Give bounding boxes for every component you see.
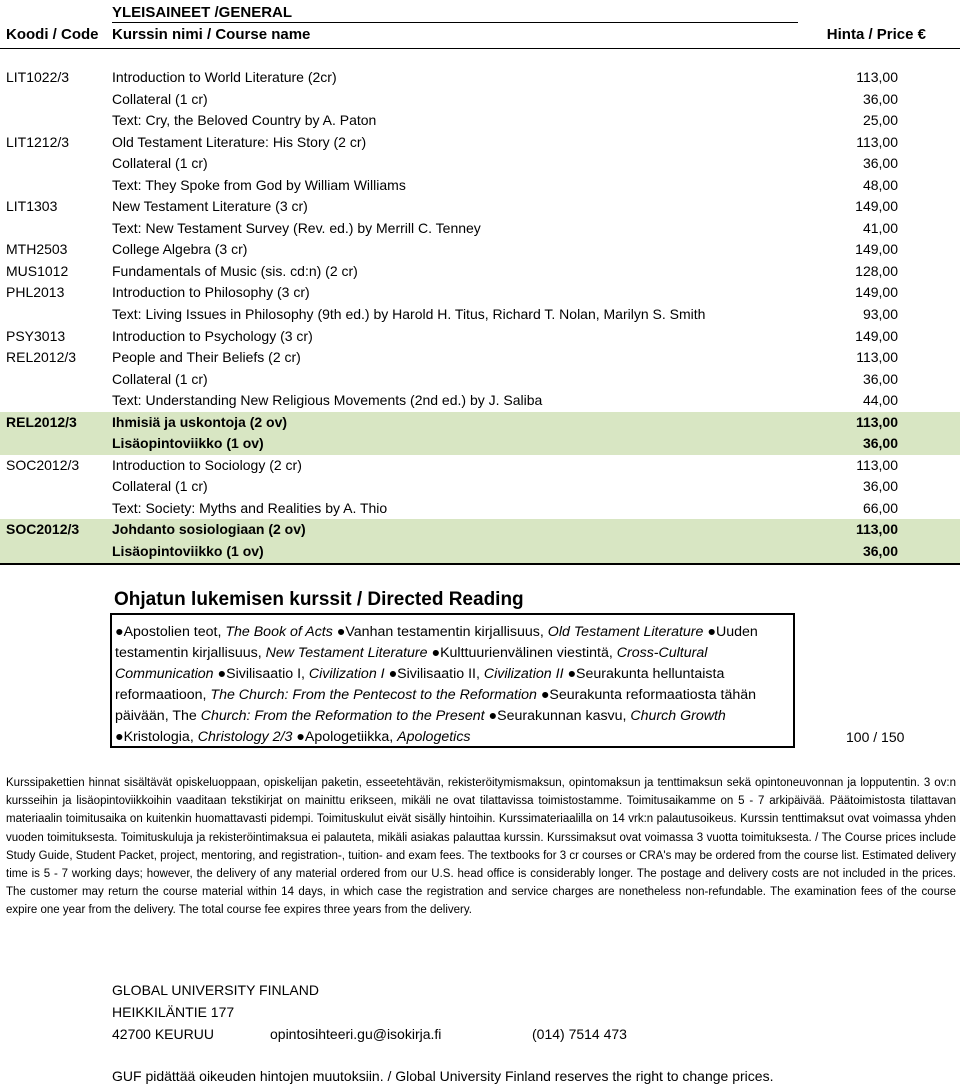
table-row bbox=[0, 541, 960, 563]
course-price: 44,00 bbox=[862, 392, 898, 409]
address-phone: (014) 7514 473 bbox=[532, 1026, 627, 1042]
course-price: 36,00 bbox=[862, 90, 898, 107]
course-price: 113,00 bbox=[856, 133, 898, 150]
course-code: PSY3013 bbox=[6, 327, 66, 344]
bullet-icon: ● bbox=[431, 645, 441, 662]
course-price: 36,00 bbox=[862, 543, 898, 560]
course-price: 93,00 bbox=[862, 306, 898, 323]
reading-item-english: Apologetics bbox=[397, 729, 471, 746]
table-row bbox=[0, 261, 960, 283]
reading-item-english: The Church: From the Pentecost to the Reformation bbox=[210, 687, 537, 704]
table-row bbox=[0, 132, 960, 154]
course-name: Old Testament Literature: His Story (2 cr) bbox=[112, 133, 367, 150]
reading-item-finnish: Seurakunnan kasvu, bbox=[497, 708, 631, 725]
header-price: Hinta / Price € bbox=[826, 26, 926, 43]
header-course-name: Kurssin nimi / Course name bbox=[112, 26, 311, 43]
course-name: Text: Understanding New Religious Movements (2nd ed.) by J. Saliba bbox=[112, 392, 543, 409]
table-row bbox=[0, 498, 960, 520]
table-row bbox=[0, 67, 960, 89]
course-code: SOC2012/3 bbox=[6, 521, 80, 538]
course-name: Text: Society: Myths and Realities by A. Thio bbox=[112, 499, 388, 516]
reading-item-finnish: Uuden testamentin kirjallisuus, bbox=[115, 624, 758, 662]
table-row bbox=[0, 519, 960, 541]
course-name: Collateral (1 cr) bbox=[112, 478, 208, 495]
course-price: 149,00 bbox=[855, 327, 898, 344]
bullet-icon: ● bbox=[388, 666, 398, 683]
table-row bbox=[0, 455, 960, 477]
course-name: Text: Cry, the Beloved Country by A. Paton bbox=[112, 112, 377, 129]
course-name: Introduction to Psychology (3 cr) bbox=[112, 327, 313, 344]
course-price: 36,00 bbox=[862, 155, 898, 172]
disclaimer: GUF pidättää oikeuden hintojen muutoksiin. / Global University Finland reserves the right to change prices. bbox=[112, 1068, 774, 1084]
reading-item-english: Old Testament Literature bbox=[547, 624, 704, 640]
bullet-icon: ● bbox=[217, 666, 227, 683]
course-price: 36,00 bbox=[862, 435, 898, 452]
course-price: 128,00 bbox=[855, 262, 898, 279]
table-header bbox=[0, 24, 960, 46]
course-price: 48,00 bbox=[862, 176, 898, 193]
course-name: Introduction to Philosophy (3 cr) bbox=[112, 284, 310, 301]
reading-item-finnish: Sivilisaatio I, bbox=[226, 666, 309, 683]
header-code: Koodi / Code bbox=[6, 26, 99, 43]
table-row bbox=[0, 89, 960, 111]
reading-item-english: Civilization I bbox=[308, 666, 385, 683]
reading-item-english: Cross-Cultural Communication bbox=[115, 645, 708, 683]
table-row bbox=[0, 110, 960, 132]
reading-item bbox=[489, 708, 726, 724]
bullet-icon: ● bbox=[115, 729, 124, 746]
reading-item bbox=[337, 624, 704, 640]
reading-item-finnish: Seurakunta helluntaista reformaatioon, bbox=[115, 666, 725, 704]
table-row bbox=[0, 476, 960, 498]
reading-item bbox=[218, 666, 385, 682]
course-table bbox=[0, 67, 960, 563]
address-org: GLOBAL UNIVERSITY FINLAND bbox=[112, 982, 319, 998]
address-email: opintosihteeri.gu@isokirja.fi bbox=[270, 1026, 442, 1042]
bullet-icon: ● bbox=[336, 624, 346, 640]
table-row bbox=[0, 196, 960, 218]
reading-item bbox=[296, 729, 470, 745]
course-name: Ihmisiä ja uskontoja (2 ov) bbox=[112, 413, 288, 430]
table-row bbox=[0, 282, 960, 304]
course-price: 149,00 bbox=[855, 284, 898, 301]
bullet-icon: ● bbox=[567, 666, 577, 683]
course-price: 149,00 bbox=[855, 198, 898, 215]
course-price: 25,00 bbox=[862, 112, 898, 129]
bullet-icon: ● bbox=[296, 729, 305, 746]
category-title: YLEISAINEET /GENERAL bbox=[112, 4, 293, 21]
reading-item-finnish: Kristologia, bbox=[123, 729, 198, 746]
address-city: 42700 KEURUU bbox=[112, 1026, 214, 1042]
course-name: College Algebra (3 cr) bbox=[112, 241, 248, 258]
reading-item-english: Civilization II bbox=[483, 666, 564, 683]
course-price: 149,00 bbox=[855, 241, 898, 258]
header-divider bbox=[0, 48, 960, 49]
category-underline bbox=[112, 22, 798, 23]
bullet-icon: ● bbox=[488, 708, 498, 725]
table-row bbox=[0, 218, 960, 240]
reading-item-english: The Book of Acts bbox=[225, 624, 333, 640]
course-name: Text: They Spoke from God by William Williams bbox=[112, 176, 406, 193]
course-name: Lisäopintoviikko (1 ov) bbox=[112, 543, 264, 560]
course-name: New Testament Literature (3 cr) bbox=[112, 198, 308, 215]
course-name: Collateral (1 cr) bbox=[112, 370, 208, 387]
reading-item-finnish: Apologetiikka, bbox=[304, 729, 398, 746]
course-code: MTH2503 bbox=[6, 241, 68, 258]
course-price: 36,00 bbox=[862, 478, 898, 495]
course-name: People and Their Beliefs (2 cr) bbox=[112, 349, 301, 366]
course-name: Johdanto sosiologiaan (2 ov) bbox=[112, 521, 306, 538]
course-code: LIT1303 bbox=[6, 198, 58, 215]
course-price: 113,00 bbox=[855, 521, 898, 538]
course-name: Collateral (1 cr) bbox=[112, 155, 208, 172]
reading-item-finnish: Seurakunta reformaatiosta tähän päivään, The bbox=[115, 687, 757, 725]
course-code: REL2012/3 bbox=[6, 349, 77, 366]
course-name: Fundamentals of Music (sis. cd:n) (2 cr) bbox=[112, 262, 358, 279]
course-name: Lisäopintoviikko (1 ov) bbox=[112, 435, 264, 452]
course-price: 66,00 bbox=[862, 499, 898, 516]
course-price: 113,00 bbox=[856, 456, 898, 473]
table-row bbox=[0, 390, 960, 412]
course-price: 41,00 bbox=[862, 219, 898, 236]
table-bottom-border bbox=[0, 563, 960, 565]
reading-item-finnish: Kulttuurienvälinen viestintä, bbox=[440, 645, 617, 662]
table-row bbox=[0, 369, 960, 391]
address-street: HEIKKILÄNTIE 177 bbox=[112, 1004, 235, 1020]
bullet-icon: ● bbox=[540, 687, 550, 704]
table-row bbox=[0, 412, 960, 434]
bullet-icon: ● bbox=[115, 624, 124, 640]
reading-item bbox=[115, 729, 292, 745]
bullet-icon: ● bbox=[707, 624, 716, 640]
directed-reading-box bbox=[110, 613, 795, 748]
reading-item-english: Church: From the Reformation to the Present bbox=[200, 708, 485, 725]
course-name: Introduction to World Literature (2cr) bbox=[112, 69, 337, 85]
directed-reading-title: Ohjatun lukemisen kurssit / Directed Reading bbox=[114, 589, 524, 610]
course-code: LIT1022/3 bbox=[6, 69, 70, 85]
course-price: 113,00 bbox=[856, 69, 898, 85]
course-name: Text: New Testament Survey (Rev. ed.) by Merrill C. Tenney bbox=[112, 219, 481, 236]
table-row bbox=[0, 347, 960, 369]
course-name: Collateral (1 cr) bbox=[112, 90, 208, 107]
reading-item-finnish: Apostolien teot, bbox=[123, 624, 226, 640]
course-code: REL2012/3 bbox=[6, 413, 77, 430]
reading-item-finnish: Vanhan testamentin kirjallisuus, bbox=[345, 624, 548, 640]
fine-print: Kurssipakettien hinnat sisältävät opiskeluoppaan, opiskelijan paketin, esseetehtävän, rekisteröitymismaksun, opintomaksun ja tenttimaksun sekä opintoneuvonnan ja lopputentin. 3 ov:n kursseihin ja lisäopintoviikkoihin vaaditaan tekstikirjat on mainittu erikseen, mikäli ne ovat tilattavissa toimistostamme. Toimitusaikamme on 5 - 7 arkipäivää. Päätoimistosta tilattavan materiaalin toimitusaika on kuitenkin huomattavasti pidempi. Toimituskulut eivät sisälly hintoihin. Kurssimateriaalilla on 14 vrk:n palautusoikeus. Kurssin tenttimaksut ovat voimassa yhden vuoden toimituksesta. Toimituskuluja ja rekisteröintimaksua ei palauteta, mikäli asiakas palauttaa kurssin. Kurssimaksut ovat voimassa 3 vuotta toimituksesta. / The Course prices include Study Guide, Student Packet, project, mentoring, and registration-, tuition- and exam fees. The textbooks for 3 cr courses or CRA's may be ordered from the course list. Estimated delivery time is 5 - 7 working days; however, the delivery of any material ordered from our U.S. head office is considerably longer. The postage and delivery costs are not included in the prices. The customer may return the course material within 14 days, in which case the registration and service charges are nonetheless non-refundable. The examination fees of the course expire one year from the delivery. The total course fee expires three years from the delivery. bbox=[6, 777, 956, 917]
course-code: PHL2013 bbox=[6, 284, 65, 301]
course-price: 113,00 bbox=[855, 413, 898, 430]
table-row bbox=[0, 153, 960, 175]
table-row bbox=[0, 326, 960, 348]
reading-item-finnish: Sivilisaatio II, bbox=[397, 666, 484, 683]
table-row bbox=[0, 433, 960, 455]
table-row bbox=[0, 304, 960, 326]
reading-item-english: Church Growth bbox=[630, 708, 726, 725]
reading-item-english: Christology 2/3 bbox=[197, 729, 293, 746]
course-name: Introduction to Sociology (2 cr) bbox=[112, 456, 302, 473]
course-code: SOC2012/3 bbox=[6, 456, 80, 473]
reading-item bbox=[115, 624, 333, 640]
course-code: MUS1012 bbox=[6, 262, 69, 279]
table-row bbox=[0, 175, 960, 197]
reading-item-english: New Testament Literature bbox=[265, 645, 428, 662]
table-row bbox=[0, 239, 960, 261]
course-name: Text: Living Issues in Philosophy (9th ed.) by Harold H. Titus, Richard T. Nolan, Marilyn S. Smith bbox=[112, 306, 706, 323]
course-price: 113,00 bbox=[856, 349, 898, 366]
course-price: 36,00 bbox=[862, 370, 898, 387]
reading-item bbox=[389, 666, 564, 682]
course-code: LIT1212/3 bbox=[6, 133, 70, 150]
directed-reading-price: 100 / 150 bbox=[846, 729, 905, 745]
